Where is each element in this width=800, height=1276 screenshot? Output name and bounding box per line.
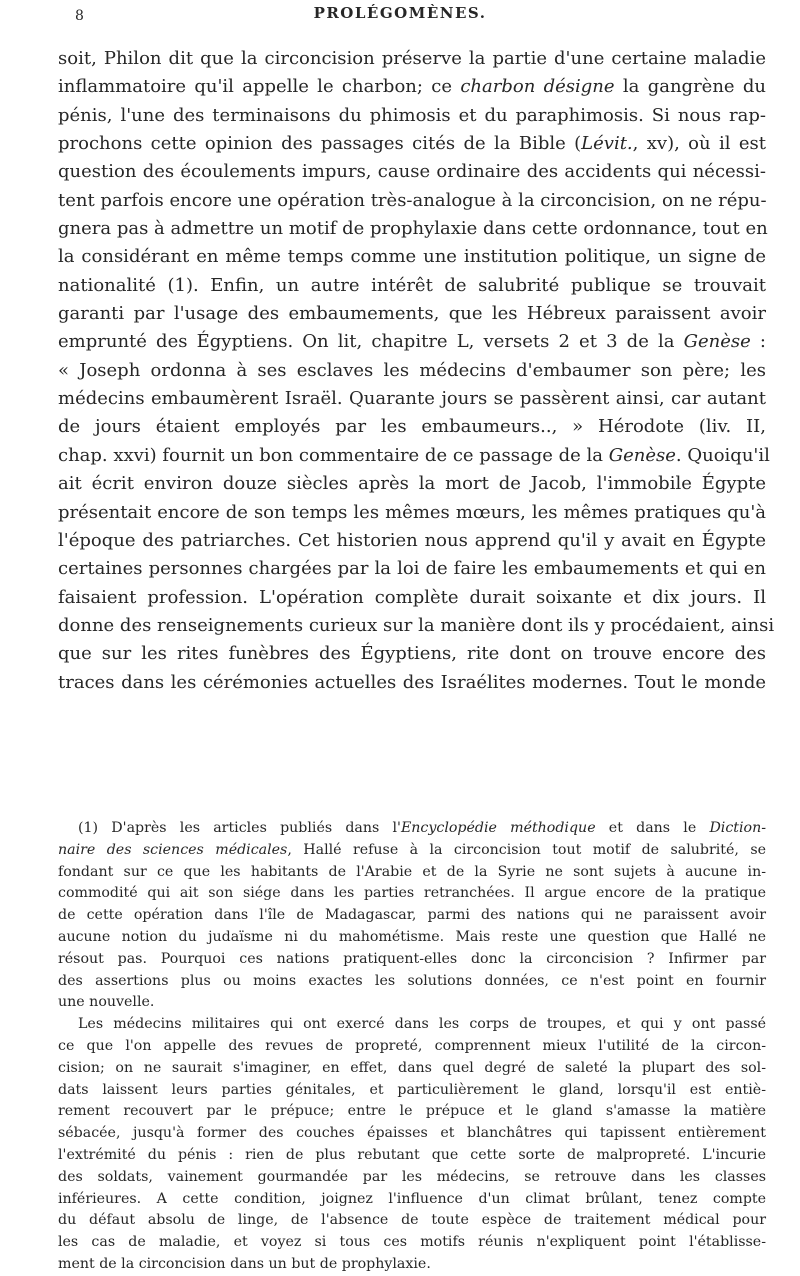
page-number: 8 bbox=[75, 8, 85, 24]
footnote-line: sébacée, jusqu'à former des couches épaisses et blanchâtres qui tapissent entièrement bbox=[58, 1125, 766, 1142]
footnote-line: dats laissent leurs parties génitales, et particulièrement le gland, lorsqu'il est entiè- bbox=[58, 1081, 766, 1098]
main-text-line: médecins embaumèrent Israël. Quarante jours se passèrent ainsi, car autant bbox=[58, 388, 766, 410]
main-text-line: donne des renseignements curieux sur la manière dont ils y procédaient, ainsi bbox=[58, 614, 775, 636]
main-text-line: la considérant en même temps comme une institution politique, un signe de bbox=[58, 246, 766, 268]
main-text-line: tent parfois encore une opération très-analogue à la circoncision, on ne répu- bbox=[58, 189, 767, 211]
footnote-1 bbox=[58, 818, 766, 1014]
main-text-line: soit, Philon dit que la circoncision préserve la partie d'une certaine maladie bbox=[58, 48, 766, 69]
footnote-line: Les médecins militaires qui ont exercé dans les corps de troupes, et qui y ont passé bbox=[78, 1016, 766, 1033]
footnote-line: commodité qui ait son siége dans les parties retranchées. Il argue encore de la pratique bbox=[58, 885, 766, 902]
main-text-line: garanti par l'usage des embaumements, que les Hébreux paraissent avoir bbox=[58, 303, 766, 325]
footnote-line: rement recouvert par le prépuce; entre le prépuce et le gland s'amasse la matière bbox=[58, 1103, 766, 1120]
main-text-line: pénis, l'une des terminaisons du phimosis et du paraphimosis. Si nous rap- bbox=[58, 104, 766, 126]
main-text-line: de jours étaient employés par les embaumeurs.., » Hérodote (liv. II, bbox=[58, 416, 766, 438]
main-text-line: inflammatoire qu'il appelle le charbon; ce charbon désigne la gangrène du bbox=[58, 76, 767, 98]
footnote-line: du défaut absolu de linge, de l'absence de toute espèce de traitement médical pour bbox=[58, 1212, 766, 1229]
footnote-line: cision; on ne saurait s'imaginer, en effet, dans quel degré de saleté la plupart des sol- bbox=[58, 1059, 766, 1076]
footnotes bbox=[58, 818, 766, 1276]
footnote-line: des soldats, vainement gourmandée par les médecins, se retrouve dans les classes bbox=[58, 1168, 766, 1185]
running-head-title: PROLÉGOMÈNES. bbox=[313, 4, 487, 22]
main-text-line: « Joseph ordonna à ses esclaves les médecins d'embaumer son père; les bbox=[58, 359, 766, 381]
footnote-line: une nouvelle. bbox=[58, 994, 155, 1011]
footnote-line: inférieures. A cette condition, joignez l'influence d'un climat brûlant, tenez compte bbox=[58, 1190, 766, 1207]
main-text-line: certaines personnes chargées par la loi de faire les embaumements et qui en bbox=[58, 558, 766, 580]
footnote-line: (1) D'après les articles publiés dans l'Encyclopédie méthodique et dans le Diction- bbox=[78, 820, 767, 836]
footnote-line: des assertions plus ou moins exactes les solutions données, ce n'est point en fournir bbox=[58, 972, 766, 989]
main-text-line: gnera pas à admettre un motif de prophylaxie dans cette ordonnance, tout en bbox=[58, 218, 768, 240]
main-text-line: l'époque des patriarches. Cet historien nous apprend qu'il y avait en Égypte bbox=[58, 529, 766, 551]
footnote-line: naire des sciences médicales, Hallé refuse à la circoncision tout motif de salubrité, se bbox=[58, 841, 767, 858]
footnote-line: les cas de maladie, et voyez si tous ces motifs réunis n'expliquent point l'établisse- bbox=[58, 1234, 766, 1251]
running-head bbox=[0, 4, 800, 26]
main-text-line: traces dans les cérémonies actuelles des Israélites modernes. Tout le monde bbox=[58, 671, 766, 693]
main-text-line: prochons cette opinion des passages cités de la Bible (Lévit., xv), où il est bbox=[58, 133, 766, 155]
main-text-body bbox=[58, 45, 775, 697]
main-text-line: emprunté des Égyptiens. On lit, chapitre L, versets 2 et 3 de la Genèse : bbox=[58, 331, 766, 353]
main-text-line: ait écrit environ douze siècles après la mort de Jacob, l'immobile Égypte bbox=[58, 473, 766, 495]
footnote-continuation bbox=[58, 1014, 766, 1276]
main-text-line: nationalité (1). Enfin, un autre intérêt de salubrité publique se trouvait bbox=[58, 274, 766, 296]
footnote-line: aucune notion du judaïsme ni du mahométisme. Mais reste une question que Hallé ne bbox=[58, 928, 766, 945]
footnote-line: résout pas. Pourquoi ces nations pratiquent-elles donc la circoncision ? Infirmer par bbox=[58, 950, 766, 967]
main-text-line: chap. xxvi) fournit un bon commentaire de ce passage de la Genèse. Quoiqu'il bbox=[58, 444, 770, 466]
main-text-line: faisaient profession. L'opération complète durait soixante et dix jours. Il bbox=[58, 586, 766, 608]
main-text-line: que sur les rites funèbres des Égyptiens, rite dont on trouve encore des bbox=[58, 643, 766, 665]
footnote-line: fondant sur ce que les habitants de l'Arabie et de la Syrie ne sont sujets à aucune in- bbox=[58, 863, 766, 880]
footnote-line: l'extrémité du pénis : rien de plus rebutant que cette sorte de malpropreté. L'incurie bbox=[58, 1146, 766, 1163]
main-text-line: question des écoulements impurs, cause ordinaire des accidents qui nécessi- bbox=[58, 161, 766, 183]
footnote-line: ment de la circoncision dans un but de prophylaxie. bbox=[58, 1255, 431, 1272]
footnote-line: ce que l'on appelle des revues de propreté, comprennent mieux l'utilité de la circon- bbox=[58, 1037, 766, 1054]
footnote-line: de cette opération dans l'île de Madagascar, parmi des nations qui ne paraissent avoir bbox=[58, 907, 766, 924]
main-text-line: présentait encore de son temps les mêmes mœurs, les mêmes pratiques qu'à bbox=[58, 501, 766, 523]
